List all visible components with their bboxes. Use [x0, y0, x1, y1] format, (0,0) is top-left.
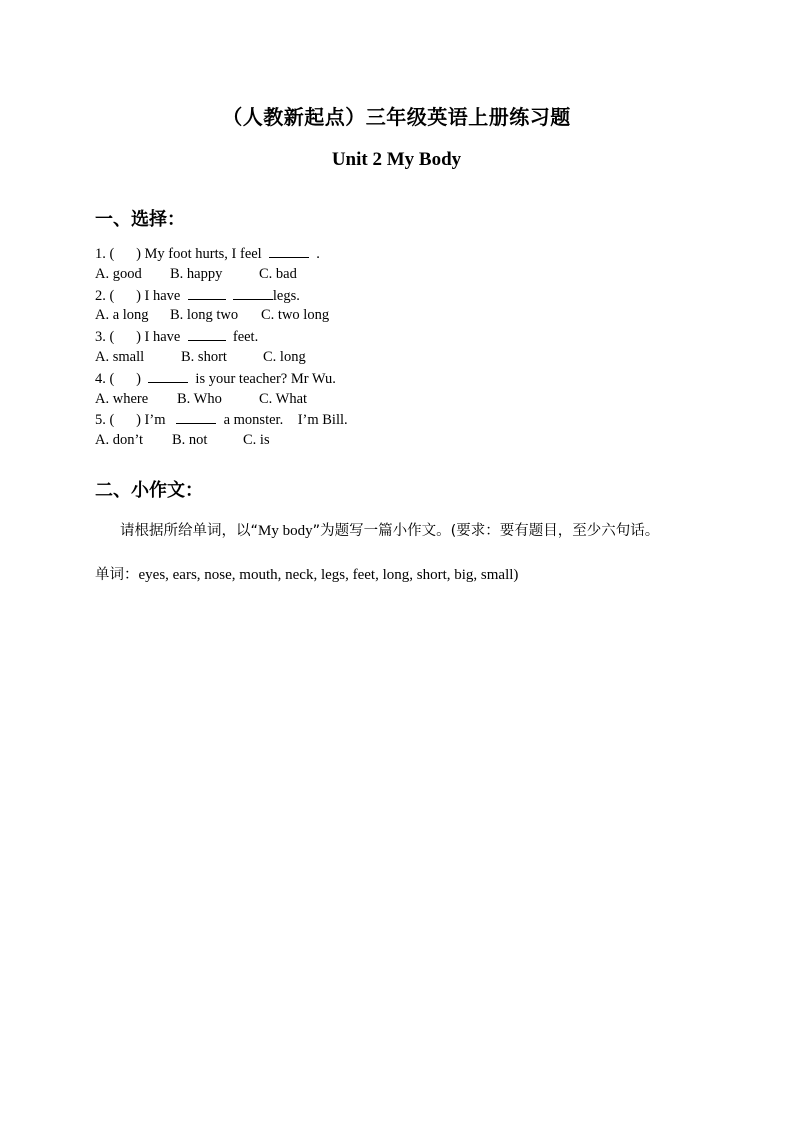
instruction-text: 请根据所给单词，以“ [120, 523, 259, 539]
section-heading-choice: 一、选择： [95, 209, 185, 230]
option-b: B. short [181, 348, 227, 365]
word-list-label: 单词： [95, 567, 139, 583]
essay-topic: My body [258, 523, 313, 539]
answer-blank[interactable] [188, 285, 226, 300]
option-a: A. a long [95, 307, 149, 324]
stem-text: 3. ( ) I have [95, 329, 188, 346]
answer-blank[interactable] [176, 409, 216, 424]
stem-text: 2. ( ) I have [95, 287, 188, 304]
stem-text: is your teacher? Mr Wu. [188, 370, 336, 387]
stem-text: . [308, 246, 320, 262]
unit-subtitle: Unit 2 My Body [331, 149, 462, 170]
question-options [95, 264, 715, 285]
option-c: C. is [243, 432, 270, 449]
question-stem [95, 368, 715, 389]
question-stem [95, 285, 715, 306]
answer-blank[interactable] [148, 368, 188, 383]
question-options [95, 347, 715, 368]
stem-text: legs. [272, 287, 300, 304]
word-list: eyes, ears, nose, mouth, neck, legs, feet, long, short, big, small) [138, 567, 519, 583]
option-c: C. long [263, 348, 306, 365]
page-title: （人教新起点）三年级英语上册练习题 [222, 105, 571, 129]
instruction-text: ”为题写一篇小作文。(要求：要有题目，至少六句话。 [312, 523, 660, 539]
answer-blank[interactable] [269, 243, 309, 258]
option-b: B. Who [177, 390, 222, 407]
essay-instruction [120, 520, 740, 542]
question-list [95, 243, 715, 451]
option-a: A. don’t [95, 432, 144, 449]
question-options [95, 430, 715, 451]
stem-text: a monster. I’m Bill. [216, 412, 348, 429]
option-b: B. long two [170, 307, 239, 324]
option-b: B. not [172, 432, 208, 449]
answer-blank[interactable] [188, 326, 226, 341]
answer-blank[interactable] [233, 285, 273, 300]
question-stem [95, 409, 715, 430]
stem-text: 4. ( ) [95, 370, 149, 387]
option-a: A. where [95, 390, 149, 407]
question-options [95, 305, 715, 326]
question-stem [95, 326, 715, 347]
essay-word-list [95, 564, 715, 586]
question-options [95, 389, 715, 410]
option-c: C. What [259, 390, 308, 407]
stem-text [226, 288, 233, 304]
option-a: A. small [95, 348, 145, 365]
option-c: C. two long [261, 307, 330, 324]
stem-text: 5. ( ) I’m [95, 412, 177, 429]
section-heading-essay: 二、小作文： [95, 480, 203, 501]
option-b: B. happy [170, 265, 223, 282]
option-a: A. good [95, 265, 142, 282]
stem-text: feet. [225, 329, 259, 346]
stem-text: 1. ( ) My foot hurts, I feel [95, 246, 269, 262]
question-stem [95, 243, 715, 264]
option-c: C. bad [259, 265, 297, 282]
